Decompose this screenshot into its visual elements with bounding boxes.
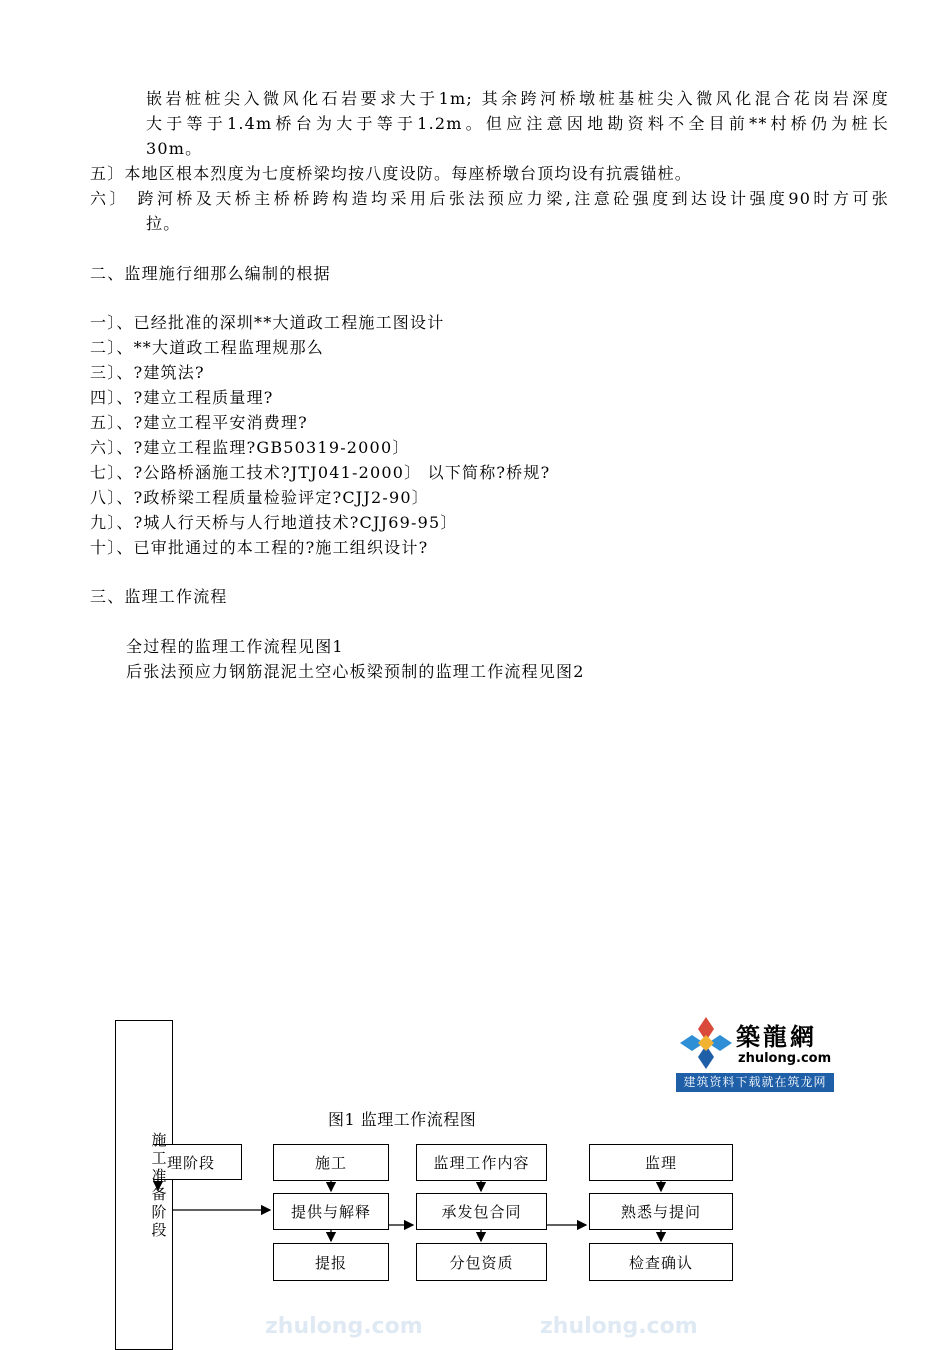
list-item: 三〕、?建筑法? bbox=[90, 363, 205, 382]
flow-box-contract bbox=[416, 1193, 547, 1230]
flow-box-subcontract-qualification bbox=[416, 1243, 547, 1281]
list-item: 十〕、已审批通过的本工程的?施工组织设计? bbox=[90, 538, 429, 557]
header-box-construction bbox=[273, 1144, 389, 1181]
body-line: 30m。 bbox=[146, 139, 203, 158]
flow-box-label: 分包资质 bbox=[449, 1253, 514, 1272]
flow-box-familiarize bbox=[589, 1193, 733, 1230]
flow-box-provide-explain bbox=[273, 1193, 389, 1230]
list-item: 四〕、?建立工程质量理? bbox=[90, 388, 274, 407]
flow-box-label: 提报 bbox=[314, 1253, 347, 1272]
body-line: 后张法预应力钢筋混泥土空心板梁预制的监理工作流程见图2 bbox=[126, 662, 585, 681]
logo-slogan: 建筑资料下载就在筑龙网 bbox=[676, 1073, 834, 1092]
flow-box-check-confirm bbox=[589, 1243, 733, 1281]
list-item: 七〕、?公路桥涵施工技术?JTJ041-2000〕 以下简称?桥规? bbox=[90, 463, 551, 482]
section-heading: 二、监理施行细那么编制的根据 bbox=[90, 264, 331, 283]
zhulong-logo bbox=[676, 1015, 834, 1093]
flow-box-submit bbox=[273, 1243, 389, 1281]
flow-box-label: 检查确认 bbox=[628, 1253, 693, 1272]
section-heading: 三、监理工作流程 bbox=[90, 587, 228, 606]
figure-title: 图1 监理工作流程图 bbox=[328, 1110, 477, 1129]
body-line: 五〕本地区根本烈度为七度桥梁均按八度设防。每座桥墩台顶均设有抗震锚桩。 bbox=[90, 164, 693, 183]
flow-box-label: 熟悉与提问 bbox=[620, 1203, 701, 1221]
phase-column-label: 施工准备阶段 bbox=[151, 1131, 167, 1239]
watermark-text: zhulong.com bbox=[265, 1314, 423, 1339]
list-item: 八〕、?政桥梁工程质量检验评定?CJJ2-90〕 bbox=[90, 488, 429, 507]
body-line: 嵌岩桩桩尖入微风化石岩要求大于1m; 其余跨河桥墩桩基桩尖入微风化混合花岗岩深度 bbox=[146, 89, 889, 108]
header-box-supervision bbox=[589, 1144, 733, 1181]
body-line: 大于等于1.4m桥台为大于等于1.2m。但应注意因地勘资料不全目前**村桥仍为桩长 bbox=[146, 114, 889, 133]
header-box-label: 监理 bbox=[644, 1154, 677, 1172]
flow-box-label: 提供与解释 bbox=[290, 1203, 371, 1221]
header-box-work-content bbox=[416, 1144, 547, 1181]
body-line: 拉。 bbox=[146, 214, 181, 233]
logo-emblem-icon bbox=[678, 1015, 734, 1071]
list-item: 六〕、?建立工程监理?GB50319-2000〕 bbox=[90, 438, 410, 457]
watermark-text: zhulong.com bbox=[540, 1314, 698, 1339]
flow-box-label: 承发包合同 bbox=[441, 1203, 522, 1221]
list-item: 一〕、已经批准的深圳**大道政工程施工图设计 bbox=[90, 313, 445, 332]
header-box-label: 理阶段 bbox=[167, 1153, 216, 1172]
header-box-label: 监理工作内容 bbox=[433, 1154, 530, 1172]
header-box-label: 施工 bbox=[314, 1154, 347, 1172]
list-item: 二〕、**大道政工程监理规那么 bbox=[90, 338, 325, 357]
logo-title: 築龍網 bbox=[736, 1023, 817, 1051]
list-item: 九〕、?城人行天桥与人行地道技术?CJJ69-95〕 bbox=[90, 513, 458, 532]
body-line: 六〕 跨河桥及天桥主桥桥跨构造均采用后张法预应力梁,注意砼强度到达设计强度90时方可张 bbox=[90, 189, 889, 208]
list-item: 五〕、?建立工程平安消费理? bbox=[90, 413, 308, 432]
body-line: 全过程的监理工作流程见图1 bbox=[126, 637, 344, 656]
logo-url: zhulong.com bbox=[738, 1051, 832, 1066]
